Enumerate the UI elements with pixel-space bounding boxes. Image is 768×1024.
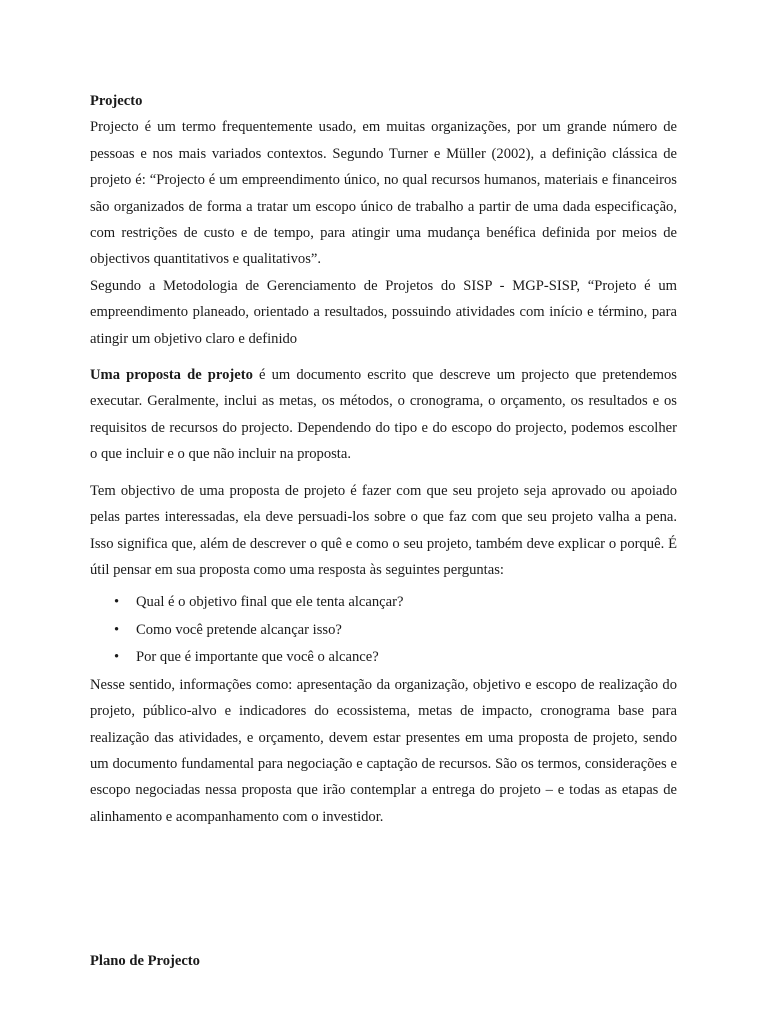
list-item-text: Qual é o objetivo final que ele tenta alcançar?: [136, 594, 404, 611]
paragraph-definition: Projecto é um termo frequentemente usado, em muitas organizações, por um grande número de pessoas e nos mais variados contextos. Segundo Turner e Müller (2002), a definição clássica de projeto é: “Projecto é um empreendimento único, no qual recursos humanos, materiais e financeiros são organizados de forma a tratar um escopo único de trabalho a partir de uma dada especificação, com restrições de custo e de tempo, para atingir uma mudança benéfica definida por meios de objectivos quantitativos e qualitativos”.: [90, 119, 677, 268]
list-item: [114, 617, 677, 645]
paragraph-objectivo: Tem objectivo de uma proposta de projeto é fazer com que seu projeto seja aprovado ou apoiado pelas partes interessadas, ela deve persuadi-los sobre o que faz com que seu projeto valha a pena. Isso significa que, além de descrever o quê e como o seu projeto, também deve explicar o porquê. É útil pensar em sua proposta como uma resposta às seguintes perguntas:: [90, 482, 677, 578]
bullet-icon: •: [114, 621, 120, 638]
paragraph-proposta-text: é um documento escrito que descreve um projecto que pretendemos executar. Geralmente, inclui as metas, os métodos, o cronograma, o orçamento, os resultados e os requisitos de recursos do projecto. Dependendo do tipo e do escopo do projecto, podemos escolher o que incluir e o que não incluir na proposta.: [90, 367, 677, 463]
document-body: [90, 88, 677, 830]
paragraph-proposta: [90, 362, 677, 468]
questions-list: [90, 589, 677, 672]
bullet-icon: •: [114, 649, 120, 666]
section-heading-projecto: Projecto: [90, 93, 143, 109]
list-item: [114, 644, 677, 672]
paragraph-proposta-bold-term: Uma proposta de projeto: [90, 367, 253, 384]
paragraph-informacoes: Nesse sentido, informações como: apresentação da organização, objetivo e escopo de realização do projeto, público-alvo e indicadores do ecossistema, metas de impacto, cronograma base para realização das atividades, e orçamento, devem estar presentes em uma proposta de projeto, sendo um documento fundamental para negociação e captação de recursos. São os termos, considerações e escopo negociadas nessa proposta que irão contemplar a entrega do projeto – e todas as etapas de alinhamento e acompanhamento com o investidor.: [90, 676, 677, 825]
section-heading-plano-de-projecto: Plano de Projecto: [90, 953, 200, 969]
list-item-text: Como você pretende alcançar isso?: [136, 621, 342, 638]
list-item: [114, 589, 677, 617]
list-item-text: Por que é importante que você o alcance?: [136, 649, 379, 666]
bullet-icon: •: [114, 594, 120, 611]
paragraph-mgp-sisp: Segundo a Metodologia de Gerenciamento de Projetos do SISP - MGP-SISP, “Projeto é um empreendimento planeado, orientado a resultados, possuindo atividades com início e término, para atingir um objetivo claro e definido: [90, 277, 677, 347]
